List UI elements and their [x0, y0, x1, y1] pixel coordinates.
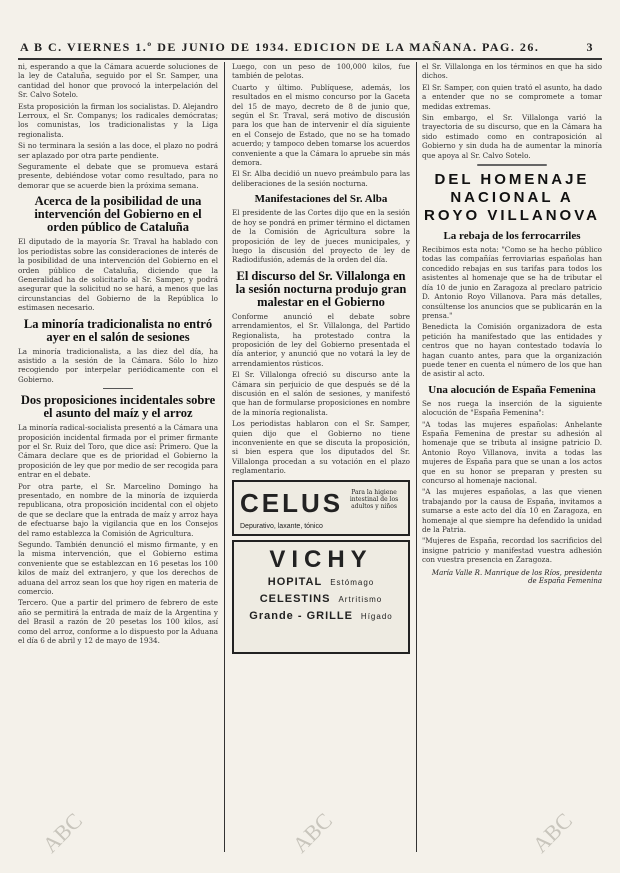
- header-rule: [18, 58, 602, 60]
- ad-vichy-indication: Estómago: [330, 577, 375, 587]
- article-paragraph: La minoría radical-socialista presentó a la Cámara una proposición incidental firmada por el primer firmante por el Sr. Ruiz del Toro, que dice así: Primero. Que la Cámara declare que es de prioridad el Gobierno la proposición de ley que por medio de ser recogida para entrar en el debate.: [18, 423, 218, 480]
- article-paragraph: Recibimos esta nota: "Como se ha hecho público todas las compañías ferroviarias españolas han concedido rebajas en sus tarifas para todos los asistentes al homenaje que se ha de tributar el día 10 de junio en Zaragoza al preclaro patricio D. Antonio Royo Villanova. Para más detalles, consúltense los anuncios que se publicarán en la prensa.": [422, 245, 602, 320]
- ad-celus-tagline: Depurativo, laxante, tónico: [240, 522, 323, 530]
- article-paragraph: Seguramente el debate que se promueva estará presente, debiéndose votar como resultado, para no demorar que se acuerde bien la próxima semana.: [18, 162, 218, 190]
- watermark-abc: ABC: [37, 807, 88, 858]
- article-paragraph: Los periodistas hablaron con el Sr. Samper, quien dijo que el Gobierno no tiene inconveniente en que se discuta la proposición, si bien espera que los diputados del Sr. Villalonga procedan a su votación en el plazo reglamentario.: [232, 419, 410, 476]
- article-paragraph: La minoría tradicionalista, a las diez del día, ha asistido a la sesión de la Cámara. Sólo lo hizo recogiendo por interpelar periódicamente con el Gobierno.: [18, 346, 218, 384]
- article-paragraph: Segundo. También denunció el mismo firmante, y en la misma intervención, que el Gobierno estima conveniente que se establezcan en 16 pesetas los 100 kilos de maíz del extranjero, y que los derechos de aduana del arroz sean los que hoy rigen en materia de comercio.: [18, 540, 218, 597]
- article-paragraph: Cuarto y último. Publíquese, además, los resultados en el mismo concurso por la Gaceta del 15 de mayo, decreto de 8 de junio que, según el Sr. Traval, será motivo de discusión para los que han de intervenir el día siguiente en el Consejo de Estado, que no se ha tomado acuerdo; y tampoco deben tomarse los acuerdos conveniente a que la Cámara lo apruebe sin más demora.: [232, 82, 410, 168]
- article-paragraph: "A las mujeres españolas, a las que vienen trabajando por la causa de España, invitamos a sumarse a este acto del día 10 en Zaragoza, en homenaje al que siempre ha defendido la unidad de la Patria.: [422, 487, 602, 535]
- ad-vichy: [232, 540, 410, 654]
- ad-celus: [232, 480, 410, 536]
- ad-vichy-source: Grande: [249, 609, 294, 622]
- column-divider-2: [416, 62, 417, 852]
- ad-vichy-title: VICHY: [269, 545, 373, 573]
- article-paragraph: Se nos ruega la inserción de la siguiente alocución de "España Femenina":: [422, 398, 602, 418]
- headline-cataluna: Acerca de la posibilidad de una intervención del Gobierno en el orden público de Cataluña: [34, 194, 202, 235]
- article-paragraph: El Sr. Alba decidió un nuevo preámbulo para las deliberaciones de la sesión nocturna.: [232, 169, 410, 188]
- article-paragraph: "Mujeres de España, recordad los sacrificios del insigne patricio y manifestad vuestra adhesión con vuestra presencia en Zaragoza.: [422, 536, 602, 565]
- column-divider-1: [224, 62, 225, 852]
- article-paragraph: Benedicta la Comisión organizadora de esta petición ha manifestado que las entidades y centros que no hayan contestado todavía lo hagan cuanto antes, para que la organización puede tener en cuenta el número de los que han de asistir al acto.: [422, 322, 602, 379]
- ad-vichy-source: GRILLE: [306, 609, 353, 622]
- ad-vichy-row: Grande - GRILLE Hígado: [249, 609, 393, 622]
- headline-homenaje: DEL HOMENAJE NACIONAL A ROYO VILLANOVA: [424, 171, 600, 225]
- watermark-abc: ABC: [287, 807, 338, 858]
- page-number: 3: [586, 40, 594, 54]
- ad-vichy-row: [234, 591, 408, 608]
- article-paragraph: ni, esperando a que la Cámara acuerde soluciones de la ley de Cataluña, seguido por el Sr. Samper, una cantidad del honor que provocó la interpelación del Sr. Calvo Sotelo.: [18, 62, 218, 100]
- ad-vichy-source: HOPITAL: [267, 575, 323, 588]
- column-right: [422, 62, 602, 853]
- ad-vichy-row: [234, 574, 408, 591]
- headline-maiz-arroz: Dos proposiciones incidentales sobre el asunto del maíz y el arroz: [20, 393, 216, 421]
- article-paragraph: Tercero. Que a partir del primero de febrero de este año se permitirá la entrada de maíz de la Argentina y del Brasil a razón de 20 pesetas los 100 kilos, así como del arroz, conforme a lo dispuesto por la Aduana el día 6 de abril y 12 de mayo de 1934.: [18, 598, 218, 646]
- ornament-separator: [477, 164, 547, 166]
- headline-espana-femenina: Una alocución de España Femenina: [428, 383, 596, 396]
- column-middle: [232, 62, 410, 853]
- signature: María Valle R. Manrique de los Ríos, presidenta de España Femenina: [431, 568, 602, 585]
- ad-vichy-source: CELESTINS: [259, 592, 331, 605]
- ad-vichy-indication: Artritismo: [338, 594, 383, 604]
- article-paragraph: "A todas las mujeres españolas: Anhelante España Femenina de prestar su adhesión al homenaje que se tributa al insigne patricio D. Antonio Royo Villanova, invita a todas las mujeres de España para que se unan a los actos que en su honor se preparan y presten su concurso al homenaje nacional.: [422, 419, 602, 485]
- article-paragraph: El presidente de las Cortes dijo que en la sesión de hoy se pondrá en primer término el dictamen de la Comisión de Agricultura sobre la proposición de ley de jueces municipales, y luego la discusión del proyecto de ley de Radiodifusión, además de la orden del día.: [232, 208, 410, 265]
- ad-celus-brand: CELUS: [240, 487, 344, 518]
- article-paragraph: El Sr. Samper, con quien trató el asunto, ha dado a entender que no se compromete a tomar medidas extremas.: [422, 82, 602, 111]
- article-paragraph: El diputado de la mayoría Sr. Traval ha hablado con los periodistas sobre las consideraciones de interés de la posibilidad de una intervención del Gobierno en el orden público de Cataluña, diciendo que la Generalidad ha de solicitarlo al Sr. Samper, y podrá asegurar que la solicitud no se hará, a menos que las circunstancias del Gobierno de la República lo estimasen necesario.: [18, 237, 218, 313]
- watermark-abc: ABC: [527, 807, 578, 858]
- article-paragraph: Por otra parte, el Sr. Marcelino Domingo ha presentado, en nombre de la minoría de izquierda republicana, otra proposición incidental con el objeto de que se declare que la entrada de maíz y arroz haya de efectuarse bajo la vigilancia que en los Consejos del ramo establezca la Comisión de Agricultura.: [18, 481, 218, 538]
- article-paragraph: el Sr. Villalonga en los términos en que ha sido dichos.: [422, 62, 602, 81]
- article-paragraph: Esta proposición la firman los socialistas. D. Alejandro Lerroux, el Sr. Companys; los radicales demócratas; los comunistas, los tradicionalistas y la Liga regionalista.: [18, 101, 218, 139]
- column-left: [18, 62, 218, 853]
- page-header: [20, 40, 600, 56]
- article-paragraph: Sin embargo, el Sr. Villalonga varió la trayectoria de su discurso, que en la Cámara ha sido estimado como en contraposición al Gobierno y sin duda ha de aumentar la minoría que apoya al Sr. Calvo Sotelo.: [422, 113, 602, 160]
- separator: [103, 388, 133, 389]
- article-paragraph: Si no terminara la sesión a las doce, el plazo no podrá ser aplazado por otra parte pendiente.: [18, 141, 218, 160]
- headline-ferrocarriles: La rebaja de los ferrocarriles: [443, 230, 581, 243]
- headline-villalonga: El discurso del Sr. Villalonga en la sesión nocturna produjo gran malestar en el Gobierno: [235, 268, 407, 309]
- article-paragraph: Luego, con un peso de 100,000 kilos, fue también de pelotas.: [232, 62, 410, 81]
- article-paragraph: El Sr. Villalonga ofreció su discurso ante la Cámara sin perjuicio de que después se dé la discusión en el salón de sesiones, y manifestó que han de formularse proposiciones en nombre de la minoría regionalista.: [232, 370, 410, 417]
- headline-alba: Manifestaciones del Sr. Alba: [254, 193, 388, 206]
- ad-celus-note: Para la higiene intestinal de los adultos y niños: [349, 488, 399, 510]
- article-paragraph: Conforme anunció el debate sobre arrendamientos, el Sr. Villalonga, del Partido Regionalista, ha protestado contra la proposición de ley del Gobierno presentada el día anterior, y anunció que no votará la ley de arrendamientos rústicos.: [232, 311, 410, 368]
- headline-tradicionalista: La minoría tradicionalista no entró ayer en el salón de sesiones: [23, 316, 213, 344]
- ad-vichy-indication: Hígado: [360, 611, 393, 621]
- header-text: A B C. VIERNES 1.º DE JUNIO DE 1934. EDICION DE LA MAÑANA. PAG. 26.: [20, 40, 540, 54]
